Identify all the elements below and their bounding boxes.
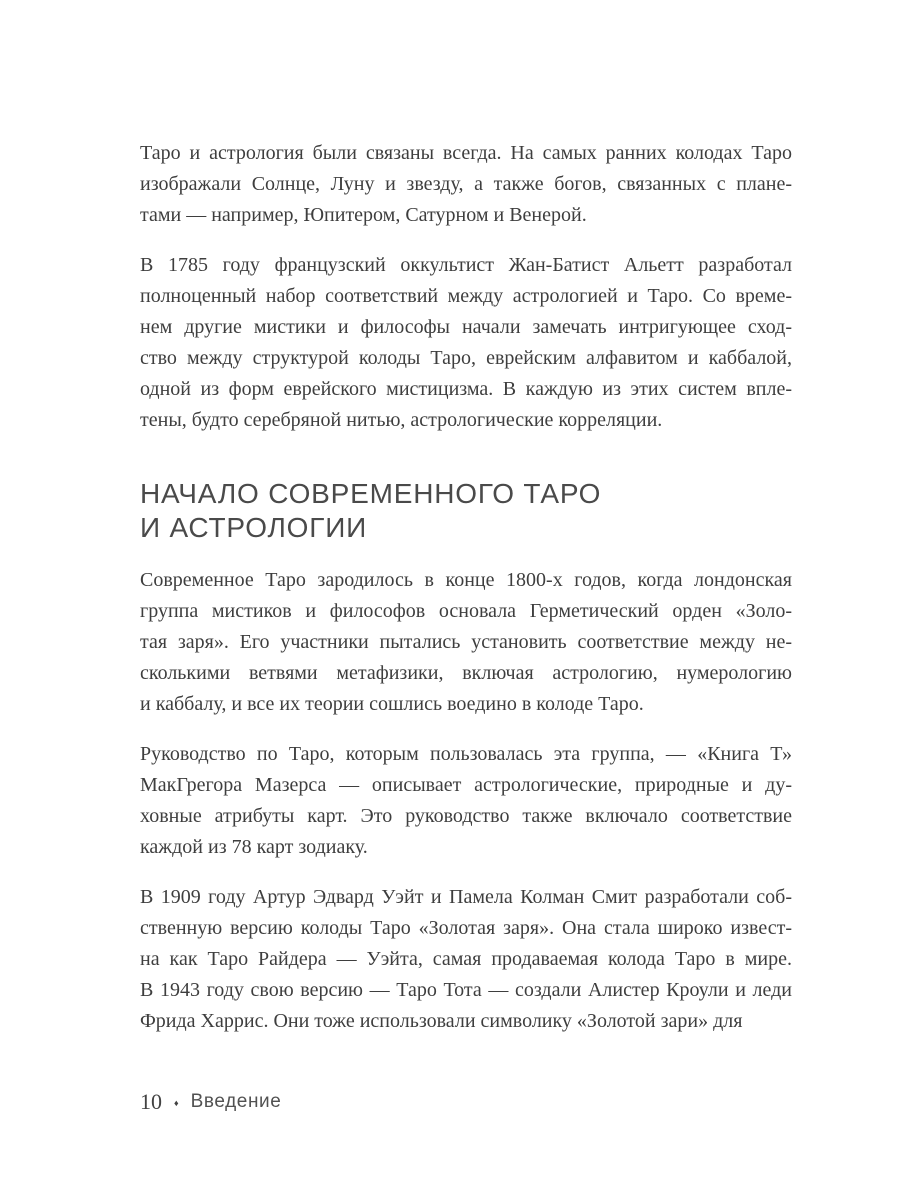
section-heading: НАЧАЛО СОВРЕМЕННОГО ТАРО И АСТРОЛОГИИ <box>140 478 602 543</box>
page-footer <box>140 1089 281 1115</box>
paragraph-intro: Таро и астрология были связаны всегда. На самых ранних колодах Таро изображали Солнце, Луну и звезду, а также богов, связанных с плане- тами — например, Юпитером, Сатурном и Венерой. <box>140 142 792 226</box>
paragraph-book-t: Руководство по Таро, которым пользовалась эта группа, — «Книга Т» МакГрегора Мазерса — описывает астрологические, природные и ду- ховные атрибуты карт. Это руководство также включало соответствие каждой из 78 карт зодиаку. <box>140 743 792 858</box>
paragraph-golden-dawn: Современное Таро зародилось в конце 1800-х годов, когда лондонская группа мистиков и философов основала Герметический орден «Золо- тая заря». Его участники пытались установить соответствие между не- сколькими ветвями метафизики, включая астрологию, нумерологию и каббалу, и все их теории сошлись воедино в колоде Таро. <box>140 569 792 715</box>
diamond-separator-icon: ♦ <box>174 1098 179 1108</box>
paragraph-1909: В 1909 году Артур Эдвард Уэйт и Памела Колман Смит разработали соб- ственную версию колоды Таро «Золотая заря». Она стала широко извест- на как Таро Райдера — Уэйта, самая продаваемая колода Таро в мире. В 1943 году свою версию — Таро Тота — создали Алистер Кроули и леди Фрида Харрис. Они тоже использовали символику «Золотой зари» для <box>140 886 792 1032</box>
text-column <box>140 138 792 1056</box>
page-number: 10 <box>140 1089 162 1114</box>
paragraph-1785: В 1785 году французский оккультист Жан-Батист Альетт разработал полноценный набор соответствий между астрологией и Таро. Со време- нем другие мистики и философы начали замечать интригующее сход- ство между структурой колоды Таро, еврейским алфавитом и каббалой, одной из форм еврейского мистицизма. В каждую из этих систем впле- тены, будто серебряной нитью, астрологические корреляции. <box>140 254 792 431</box>
chapter-label: Введение <box>190 1091 282 1112</box>
